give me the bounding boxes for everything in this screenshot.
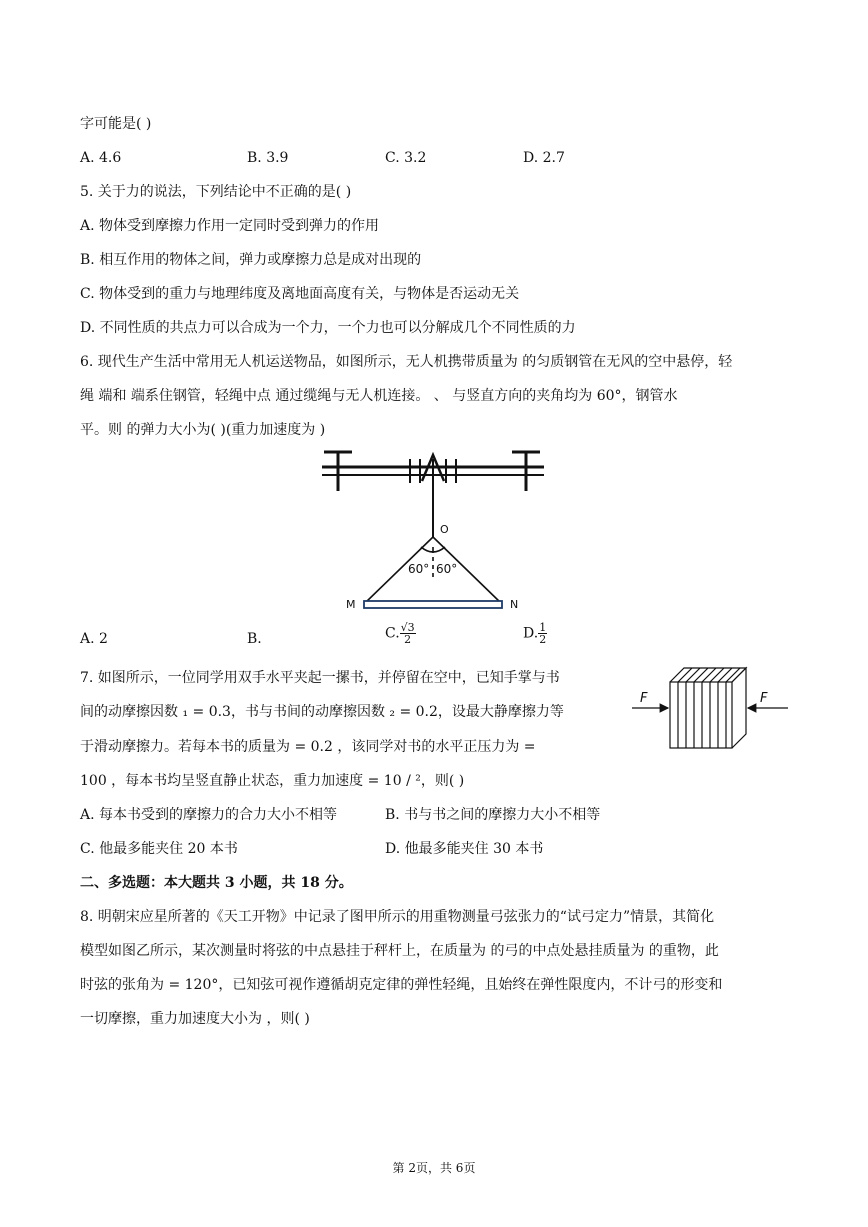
q6-stem-line1: 6. 现代生产生活中常用无人机运送物品，如图所示，无人机携带质量为 的匀质钢管在无风的空中悬停，轻 — [80, 354, 733, 370]
q5-stem: 5. 关于力的说法，下列结论中不正确的是( ) — [80, 184, 352, 200]
q6-option-c-prefix: C. — [385, 625, 400, 642]
q6-option-c-numerator: √3 — [400, 621, 415, 634]
q6-stem-line2: 绳 端和 端系住钢管，轻绳中点 通过缆绳与无人机连接。 、 与竖直方向的夹角均为 60°，钢管水 — [80, 388, 678, 404]
q6-option-c — [385, 622, 416, 645]
q7-stem-line4: 100 ，每本书均呈竖直静止状态，重力加速度 = 10 / ²，则( ) — [80, 773, 465, 789]
book-stack-figure — [632, 664, 792, 754]
q7-option-d: D. 他最多能夹住 30 本书 — [385, 841, 544, 857]
q6-option-d-denominator: 2 — [539, 633, 547, 646]
angle-left-label: 60° — [408, 562, 430, 576]
q6-stem-line3: 平。则 的弹力大小为( )(重力加速度为 ) — [80, 422, 326, 438]
q7-option-c: C. 他最多能夹住 20 本书 — [80, 841, 238, 857]
q4-option-b: B. 3.9 — [247, 150, 289, 166]
q7-option-a: A. 每本书受到的摩擦力的合力大小不相等 — [80, 807, 338, 823]
q8-stem-line1: 8. 明朝宋应星所著的《天工开物》中记录了图甲所示的用重物测量弓弦张力的“试弓定力”情景，其简化 — [80, 909, 715, 925]
q8-stem-line4: 一切摩擦，重力加速度大小为 ，则( ) — [80, 1011, 310, 1027]
drone-pipe-figure — [318, 445, 550, 617]
q7-stem-line3: 于滑动摩擦力。若每本书的质量为 = 0.2 ，该同学对书的水平正压力为 = — [80, 739, 536, 755]
book-stack — [670, 668, 746, 748]
point-o-label: O — [440, 523, 449, 536]
point-m-label: M — [346, 598, 356, 611]
force-label-right: F — [760, 691, 768, 706]
q5-option-d: D. 不同性质的共点力可以合成为一个力，一个力也可以分解成几个不同性质的力 — [80, 320, 576, 336]
q5-option-b: B. 相互作用的物体之间，弹力或摩擦力总是成对出现的 — [80, 252, 422, 268]
angle-right-label: 60° — [436, 562, 458, 576]
q5-option-a: A. 物体受到摩擦力作用一定同时受到弹力的作用 — [80, 218, 380, 234]
q8-stem-line2: 模型如图乙所示，某次测量时将弦的中点悬挂于秤杆上，在质量为 的弓的中点处悬挂质量为 的重物，此 — [80, 943, 719, 959]
q8-stem-line3: 时弦的张角为 = 120°，已知弦可视作遵循胡克定律的弹性轻绳，且始终在弹性限度内，不计弓的形变和 — [80, 977, 723, 993]
q6-option-d — [523, 622, 547, 645]
q6-option-a: A. 2 — [80, 631, 108, 647]
q6-option-d-numerator: 1 — [539, 621, 547, 634]
q5-option-c: C. 物体受到的重力与地理纬度及离地面高度有关，与物体是否运动无关 — [80, 286, 520, 302]
force-label-left: F — [640, 691, 648, 706]
q6-option-b: B. — [247, 631, 262, 647]
q4-stem-tail: 字可能是( ) — [80, 116, 152, 132]
section-heading-multiple-choice: 二、多选题：本大题共 3 小题，共 18 分。 — [80, 875, 353, 891]
steel-pipe — [364, 601, 502, 608]
rope-triangle — [364, 537, 502, 604]
q6-option-c-denominator: 2 — [404, 633, 412, 646]
page-footer: 第 2页，共 6页 — [392, 1161, 476, 1175]
q6-option-d-prefix: D. — [523, 625, 539, 642]
q4-option-d: D. 2.7 — [523, 150, 565, 166]
q7-option-b: B. 书与书之间的摩擦力大小不相等 — [385, 807, 601, 823]
q4-option-c: C. 3.2 — [385, 150, 427, 166]
point-n-label: N — [510, 598, 519, 611]
q7-stem-line1: 7. 如图所示，一位同学用双手水平夹起一摞书，并停留在空中，已知手掌与书 — [80, 670, 560, 686]
q7-stem-line2: 间的动摩擦因数 ₁ = 0.3，书与书间的动摩擦因数 ₂ = 0.2，设最大静摩擦力等 — [80, 704, 564, 720]
q6-option-d-fraction — [538, 622, 547, 645]
q4-option-a: A. 4.6 — [80, 150, 122, 166]
q6-option-c-fraction — [400, 622, 416, 645]
